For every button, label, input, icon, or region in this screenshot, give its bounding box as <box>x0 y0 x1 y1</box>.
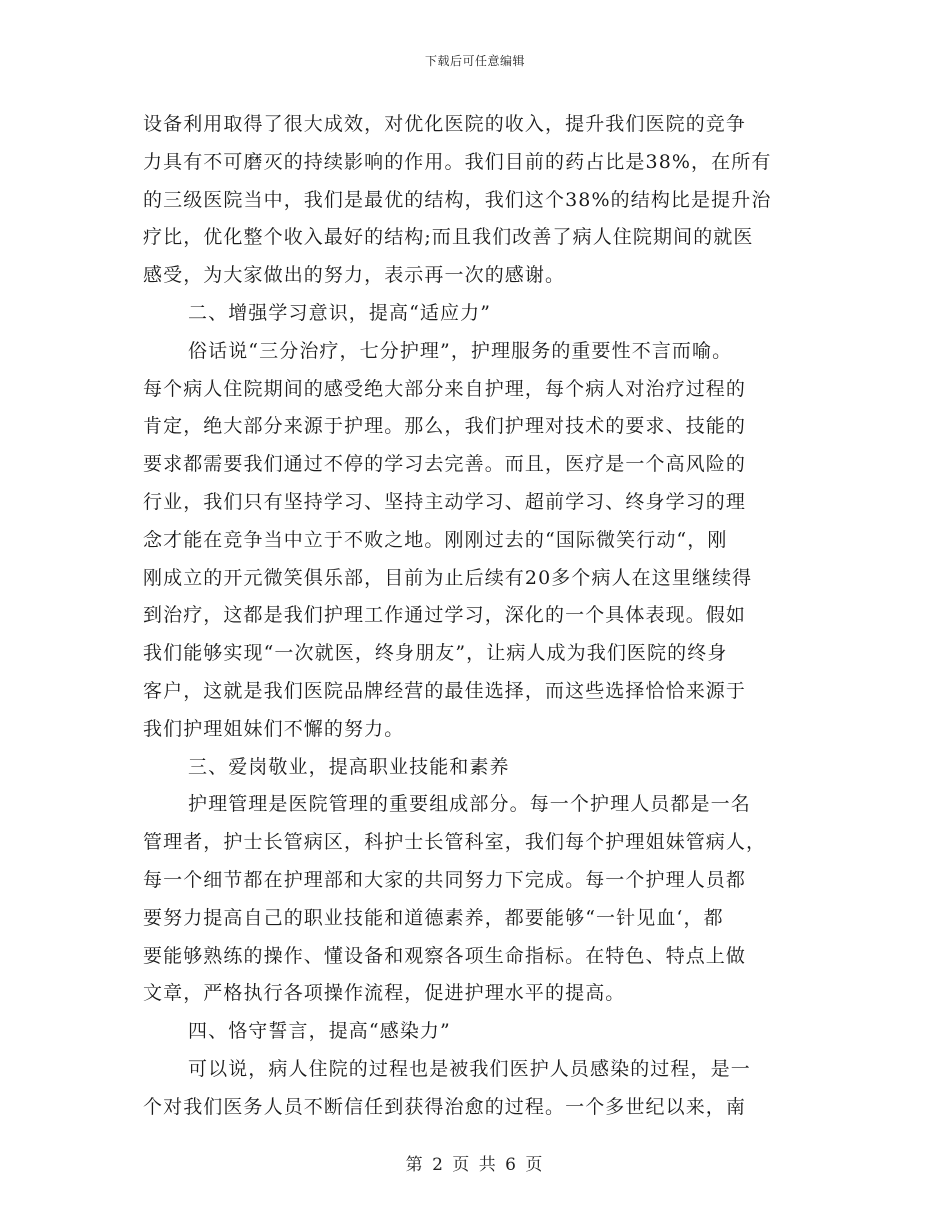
text-line: 管理者，护士长管病区，科护士长管科室，我们每个护理姐妹管病人， <box>143 831 767 854</box>
text-line: 刚成立的开元微笑俱乐部，目前为止后续有20多个病人在这里继续得 <box>143 566 753 589</box>
document-body <box>143 106 809 1127</box>
text-line: 疗比，优化整个收入最好的结构;而且我们改善了病人住院期间的就医 <box>143 226 754 249</box>
text-line: 的三级医院当中，我们是最优的结构，我们这个38%的结构比是提升治 <box>143 188 772 211</box>
text-line: 客户，这就是我们医院品牌经营的最佳选择，而这些选择恰恰来源于 <box>143 679 747 702</box>
text-line: 四、恪守誓言，提高“感染力” <box>188 1020 451 1043</box>
text-line: 肯定，绝大部分来源于护理。那么，我们护理对技术的要求、技能的 <box>143 415 747 438</box>
text-line: 感受，为大家做出的努力，表示再一次的感谢。 <box>143 264 566 287</box>
text-line: 要努力提高自己的职业技能和道德素养，都要能够“一针见血‘，都 <box>143 906 724 929</box>
text-line: 我们护理姐妹们不懈的努力。 <box>143 717 405 740</box>
text-line: 每一个细节都在护理部和大家的共同努力下完成。每一个护理人员都 <box>143 868 747 891</box>
page-footer: 第 2 页 共 6 页 <box>405 1155 545 1175</box>
text-line: 我们能够实现“一次就医，终身朋友”，让病人成为我们医院的终身 <box>143 642 728 665</box>
text-line: 每个病人住院期间的感受绝大部分来自护理，每个病人对治疗过程的 <box>143 377 747 400</box>
text-line: 个对我们医务人员不断信任到获得治愈的过程。一个多世纪以来，南 <box>143 1095 747 1118</box>
page-header: 下载后可任意编辑 <box>424 54 525 68</box>
text-line: 要求都需要我们通过不停的学习去完善。而且，医疗是一个高风险的 <box>143 453 747 476</box>
text-line: 三、爱岗敬业，提高职业技能和素养 <box>188 755 510 778</box>
text-line: 护理管理是医院管理的重要组成部分。每一个护理人员都是一名 <box>188 793 751 816</box>
text-line: 可以说，病人住院的过程也是被我们医护人员感染的过程，是一 <box>188 1057 751 1080</box>
text-line: 二、增强学习意识，提高“适应力” <box>188 301 492 324</box>
text-line: 要能够熟练的操作、懂设备和观察各项生命指标。在特色、特点上做 <box>143 944 747 967</box>
text-line: 文章，严格执行各项操作流程，促进护理水平的提高。 <box>143 982 626 1005</box>
text-line: 念才能在竞争当中立于不败之地。刚刚过去的“国际微笑行动“，刚 <box>143 528 728 551</box>
text-line: 力具有不可磨灭的持续影响的作用。我们目前的药占比是38%，在所有 <box>143 150 772 173</box>
text-line: 设备利用取得了很大成效，对优化医院的收入，提升我们医院的竞争 <box>143 113 747 135</box>
text-line: 俗话说“三分治疗，七分护理”，护理服务的重要性不言而喻。 <box>188 339 733 362</box>
text-line: 行业，我们只有坚持学习、坚持主动学习、超前学习、终身学习的理 <box>143 490 747 513</box>
text-line: 到治疗，这都是我们护理工作通过学习，深化的一个具体表现。假如 <box>143 604 747 627</box>
